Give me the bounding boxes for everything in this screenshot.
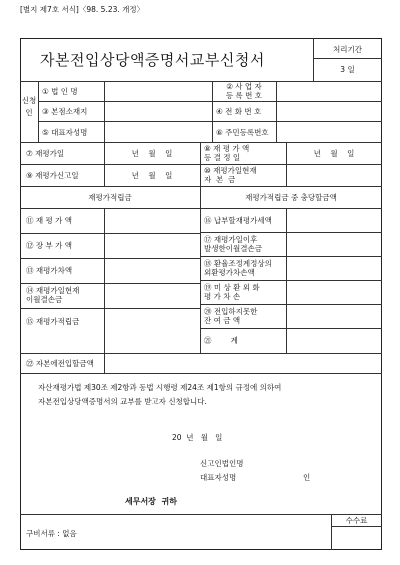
fx-loss-label: ⑱ 환율조정계정상의 외환평가차손액 [204, 259, 272, 277]
capital-at-date-label: ⑩ 재평가일현재 자 본 금 [204, 166, 257, 184]
total-label: ㉑ 계 [204, 336, 238, 345]
required-documents: 구비서류 : 없음 [26, 529, 77, 538]
applicant-label: 신청인 [21, 96, 37, 117]
representative-sign-label: 대표자성명 [200, 473, 237, 482]
processing-period-value: 3 일 [340, 65, 355, 74]
addressee: 세무서장 귀하 [125, 497, 177, 506]
right-section-header: 재평가적립금 중 충당할금액 [245, 193, 337, 202]
capital-transfer-label: ㉒ 자본에전입할금액 [26, 359, 94, 368]
remaining-amount-label: ⑳ 전입하지못한 잔 여 금 액 [204, 307, 258, 325]
left-section-header: 재평가적립금 [88, 193, 132, 202]
revaluation-date-value: 년 월 일 [131, 149, 173, 158]
declaration-line-2: 자본전입상당액증명서의 교부를 받고자 신청합니다. [38, 397, 207, 406]
report-date-label: ⑨ 재평가신고일 [26, 171, 79, 180]
seal-mark: 인 [303, 473, 311, 482]
form-number-label: [별지 제7호 서식]〈98. 5.23. 개정〉 [20, 5, 145, 14]
declaration-line-1: 자산재평가법 제30조 제2항과 동법 시행령 제24조 제1항의 규정에 의하여 [38, 383, 282, 392]
decision-date-value: 년 월 일 [313, 149, 355, 158]
resident-number-label: ⑥ 주민등록번호 [216, 128, 269, 137]
revaluation-date-label: ⑦ 재평가일 [26, 149, 65, 158]
corp-name-label: ① 법 인 명 [42, 87, 78, 96]
revaluation-reserve-label: ⑮ 재평가적립금 [26, 317, 80, 326]
phone-label: ④ 전 화 번 호 [216, 107, 262, 116]
business-reg-label: ② 사 업 자 등 록 번 호 [225, 82, 263, 100]
book-value-label: ⑫ 장 부 가 액 [26, 241, 73, 250]
corp-name-sign-label: 신고인법인명 [200, 459, 244, 468]
revaluation-amount-label: ⑪ 재 평 가 액 [26, 216, 73, 225]
unredeemed-fx-loss-label: ⑲ 미 상 환 외 화 평 가 차 손 [204, 283, 260, 301]
report-date-value: 년 월 일 [131, 171, 173, 180]
revaluation-difference-label: ⑬ 재평가차액 [26, 266, 73, 275]
representative-label: ⑤ 대표자성명 [42, 128, 88, 137]
tax-payable-label: ⑯ 납부할재평가세액 [204, 216, 272, 225]
revaluation-decision-label: ⑧ 재 평 가 액 등 결 정 일 [204, 144, 250, 162]
fee-label: 수수료 [345, 516, 368, 525]
processing-period-label: 처리기간 [333, 45, 362, 54]
carried-loss-label: ⑭ 재평가일현재 이월결손금 [26, 286, 80, 304]
date-line: 20 년 월 일 [172, 433, 223, 442]
form-title: 자본전입상당액증명서교부신청서 [40, 51, 265, 69]
post-date-loss-label: ⑰ 재평가일이후 발생한이월결손금 [204, 235, 262, 253]
head-office-label: ③ 본점소재지 [42, 107, 88, 116]
